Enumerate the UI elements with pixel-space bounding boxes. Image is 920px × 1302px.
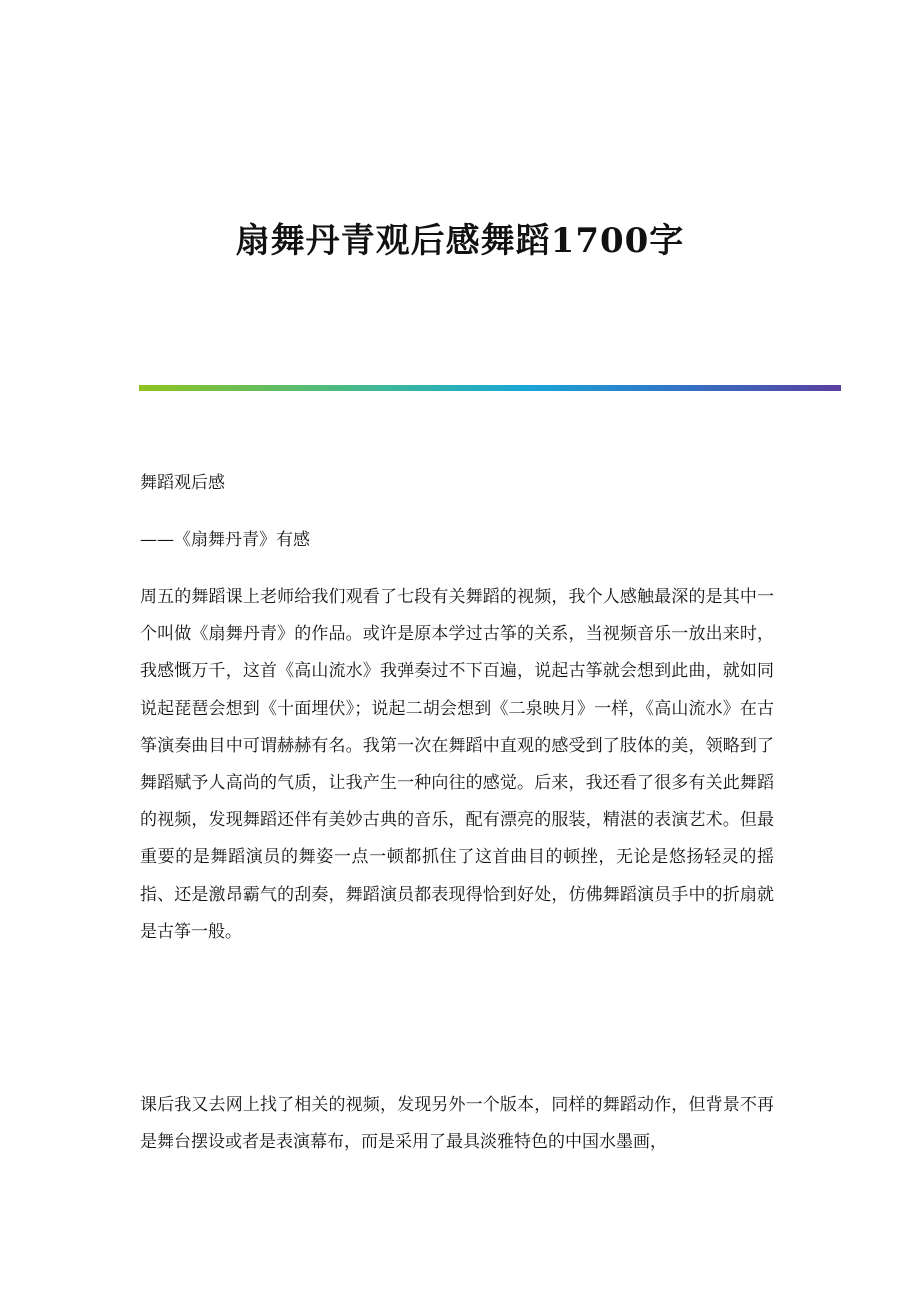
document-title: 扇舞丹青观后感舞蹈1700字 [235,221,685,261]
section-heading: 舞蹈观后感 [140,473,225,493]
paragraph-2: 课后我又去网上找了相关的视频，发现另外一个版本，同样的舞蹈动作，但背景不再是舞台摆设或者是表演幕布，而是采用了最具淡雅特色的中国水墨画， [140,1095,774,1152]
section-subtitle: ——《扇舞丹青》有感 [140,530,310,550]
paragraph-1: 周五的舞蹈课上老师给我们观看了七段有关舞蹈的视频，我个人感触最深的是其中一个叫做《扇舞丹青》的作品。或许是原本学过古筝的关系，当视频音乐一放出来时，我感慨万千，这首《高山流水》我弹奏过不下百遍，说起古筝就会想到此曲，就如同说起琵琶会想到《十面埋伏》；说起二胡会想到《二泉映月》一样，《高山流水》在古筝演奏曲目中可谓赫赫有名。我第一次在舞蹈中直观的感受到了肢体的美，领略到了舞蹈赋予人高尚的气质，让我产生一种向往的感觉。后来，我还看了很多有关此舞蹈的视频，发现舞蹈还伴有美妙古典的音乐，配有漂亮的服装，精湛的表演艺术。但最重要的是舞蹈演员的舞姿一点一顿都抓住了这首曲目的顿挫，无论是悠扬轻灵的摇指、还是激昂霸气的刮奏，舞蹈演员都表现得恰到好处，仿佛舞蹈演员手中的折扇就是古筝一般。 [140,587,774,942]
title-divider [139,385,841,391]
